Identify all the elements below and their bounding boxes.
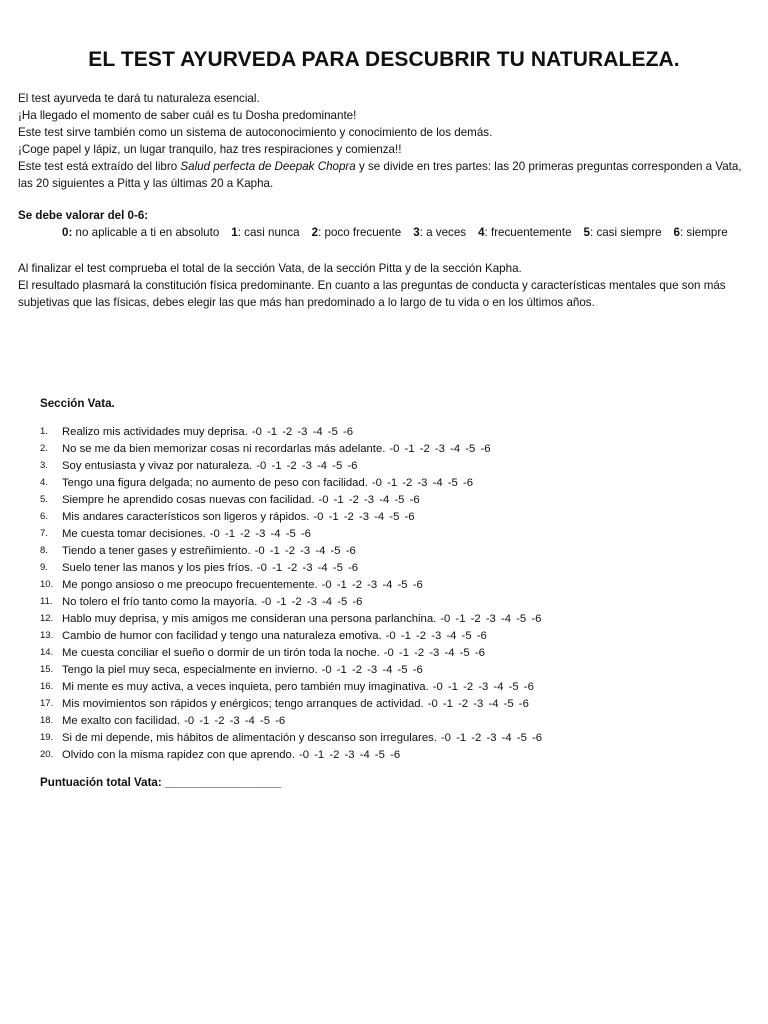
question-number: 8. [40, 545, 48, 556]
question-text: Mis movimientos son rápidos y enérgicos; tengo arranques de actividad. [62, 697, 424, 710]
scale-item [231, 226, 299, 239]
question-item [40, 542, 740, 559]
answer-options[interactable]: -0 -1 -2 -3 -4 -5 -6 [184, 714, 286, 727]
question-text: Hablo muy deprisa, y mis amigos me consideran una persona parlanchina. [62, 612, 437, 625]
answer-options[interactable]: -0 -1 -2 -3 -4 -5 -6 [432, 680, 534, 693]
question-text: Tengo una figura delgada; no aumento de peso con facilidad. [62, 476, 368, 489]
question-text: Tiendo a tener gases y estreñimiento. [62, 544, 251, 557]
instructions-line: Al finalizar el test comprueba el total de la sección Vata, de la sección Pitta y de la sección Kapha. [18, 262, 522, 275]
section-title: Sección Vata. [40, 397, 115, 410]
question-item [40, 695, 740, 712]
scale-key: 5 [583, 226, 590, 239]
answer-options[interactable]: -0 -1 -2 -3 -4 -5 -6 [298, 748, 401, 761]
question-number: 12. [40, 613, 54, 624]
scale-item [674, 226, 728, 239]
question-text: Me cuesta conciliar el sueño o dormir de un tirón toda la noche. [62, 646, 380, 659]
scale-label: : casi siempre [590, 226, 662, 239]
question-number: 10. [40, 579, 54, 590]
scale-item [584, 226, 662, 239]
question-text: Realizo mis actividades muy deprisa. [62, 425, 248, 438]
question-text: Mis andares característicos son ligeros y rápidos. [62, 510, 310, 523]
page-title: EL TEST AYURVEDA PARA DESCUBRIR TU NATURALEZA. [88, 48, 680, 71]
question-item [40, 627, 740, 644]
question-number: 14. [40, 647, 54, 658]
question-item [40, 474, 740, 491]
question-item [40, 610, 740, 627]
question-item [40, 508, 740, 525]
question-number: 2. [40, 443, 48, 454]
intro-line: El test ayurveda te dará tu naturaleza esencial. [18, 92, 260, 105]
question-number: 1. [40, 426, 48, 437]
question-number: 5. [40, 494, 48, 505]
question-item [40, 678, 740, 695]
question-item [40, 576, 740, 593]
question-text: Me cuesta tomar decisiones. [62, 527, 206, 540]
question-item [40, 593, 740, 610]
question-item [40, 746, 740, 763]
scale-legend [62, 226, 740, 239]
question-text: Me pongo ansioso o me preocupo frecuentemente. [62, 578, 318, 591]
answer-options[interactable]: -0 -1 -2 -3 -4 -5 -6 [371, 476, 474, 489]
answer-options[interactable]: -0 -1 -2 -3 -4 -5 -6 [383, 646, 485, 659]
question-text: Mi mente es muy activa, a veces inquieta, pero también muy imaginativa. [62, 680, 429, 693]
question-item [40, 423, 740, 440]
question-number: 4. [40, 477, 48, 488]
answer-options[interactable]: -0 -1 -2 -3 -4 -5 -6 [321, 663, 423, 676]
question-number: 18. [40, 715, 54, 726]
question-number: 9. [40, 562, 48, 573]
question-number: 3. [40, 460, 48, 471]
intro-block [18, 90, 753, 192]
answer-options[interactable]: -0 -1 -2 -3 -4 -5 -6 [209, 527, 311, 540]
question-text: No tolero el frío tanto como la mayoría. [62, 595, 258, 608]
scale-key: 2 [311, 226, 319, 239]
scale-label: : siempre [679, 226, 728, 239]
answer-options[interactable]: -0 -1 -2 -3 -4 -5 -6 [440, 612, 542, 625]
total-score-line: Puntuación total Vata: __________________ [40, 776, 282, 789]
intro-line: ¡Ha llegado el momento de saber cuál es tu Dosha predominante! [18, 109, 357, 122]
question-item [40, 729, 740, 746]
answer-options[interactable]: -0 -1 -2 -3 -4 -5 -6 [313, 510, 415, 523]
answer-options[interactable]: -0 -1 -2 -3 -4 -5 -6 [256, 561, 359, 574]
question-number: 7. [40, 528, 48, 539]
scale-key: 1 [231, 226, 238, 239]
answer-options[interactable]: -0 -1 -2 -3 -4 -5 -6 [251, 425, 354, 438]
scale-label: : poco frecuente [318, 226, 402, 239]
question-item [40, 661, 740, 678]
answer-options[interactable]: -0 -1 -2 -3 -4 -5 -6 [254, 544, 356, 557]
question-number: 19. [40, 732, 54, 743]
question-number: 11. [40, 596, 53, 607]
scale-heading: Se debe valorar del 0-6: [18, 209, 149, 222]
instructions-line: El resultado plasmará la constitución física predominante. En cuanto a las preguntas de conducta y características mentales que son más subjetivas que las físicas, debes elegir las que más han predominado a lo largo de tu vida o en los últimos años. [18, 279, 726, 309]
scale-key: 4 [478, 226, 485, 239]
question-number: 13. [40, 630, 54, 641]
question-text: Soy entusiasta y vivaz por naturaleza. [62, 459, 253, 472]
intro-line-source [18, 158, 753, 192]
scale-key: 3 [413, 226, 420, 239]
source-text-end: y se divide en tres partes: las 20 primeras preguntas corresponden a Vata, las 20 siguientes a Pitta y las últimas 20 a Kapha. [18, 160, 742, 190]
question-item [40, 457, 740, 474]
question-text: Suelo tener las manos y los pies fríos. [62, 561, 253, 574]
answer-options[interactable]: -0 -1 -2 -3 -4 -5 -6 [389, 442, 491, 455]
question-list [40, 423, 740, 763]
intro-line: Este test sirve también como un sistema de autoconocimiento y conocimiento de los demás. [18, 126, 493, 139]
scale-label: no aplicable a ti en absoluto [72, 226, 220, 239]
scale-label: : casi nunca [237, 226, 300, 239]
scale-key: 0: [62, 226, 73, 239]
scale-item [413, 226, 466, 239]
scale-label: : a veces [419, 226, 467, 239]
answer-options[interactable]: -0 -1 -2 -3 -4 -5 -6 [256, 459, 358, 472]
question-number: 20. [40, 749, 54, 760]
question-number: 15. [40, 664, 54, 675]
answer-options[interactable]: -0 -1 -2 -3 -4 -5 -6 [427, 697, 529, 710]
question-text: Siempre he aprendido cosas nuevas con facilidad. [62, 493, 315, 506]
answer-options[interactable]: -0 -1 -2 -3 -4 -5 -6 [440, 731, 543, 744]
question-text: Me exalto con facilidad. [62, 714, 181, 727]
question-item [40, 712, 740, 729]
scale-item [62, 226, 219, 239]
scale-item [478, 226, 571, 239]
question-item [40, 644, 740, 661]
question-item [40, 491, 740, 508]
answer-options[interactable]: -0 -1 -2 -3 -4 -5 -6 [261, 595, 363, 608]
source-text-start: Este test está extraído del libro [18, 160, 181, 173]
book-title: Salud perfecta de Deepak Chopra [180, 160, 356, 173]
scale-label: : frecuentemente [484, 226, 572, 239]
answer-options[interactable]: -0 -1 -2 -3 -4 -5 -6 [321, 578, 423, 591]
question-number: 17. [40, 698, 54, 709]
question-number: 16. [40, 681, 54, 692]
intro-line: ¡Coge papel y lápiz, un lugar tranquilo, haz tres respiraciones y comienza!! [18, 143, 402, 156]
scale-key: 6 [673, 226, 680, 239]
question-text: Tengo la piel muy seca, especialmente en invierno. [62, 663, 318, 676]
question-text: Si de mi depende, mis hábitos de alimentación y descanso son irregulares. [62, 731, 437, 744]
scale-item [312, 226, 402, 239]
question-text: No se me da bien memorizar cosas ni recordarlas más adelante. [62, 442, 386, 455]
question-text: Olvido con la misma rapidez con que aprendo. [62, 748, 295, 761]
answer-options[interactable]: -0 -1 -2 -3 -4 -5 -6 [318, 493, 420, 506]
question-text: Cambio de humor con facilidad y tengo una naturaleza emotiva. [62, 629, 382, 642]
answer-options[interactable]: -0 -1 -2 -3 -4 -5 -6 [385, 629, 487, 642]
question-item [40, 440, 740, 457]
question-item [40, 559, 740, 576]
instructions-block [18, 260, 753, 311]
question-item [40, 525, 740, 542]
question-number: 6. [40, 511, 48, 522]
